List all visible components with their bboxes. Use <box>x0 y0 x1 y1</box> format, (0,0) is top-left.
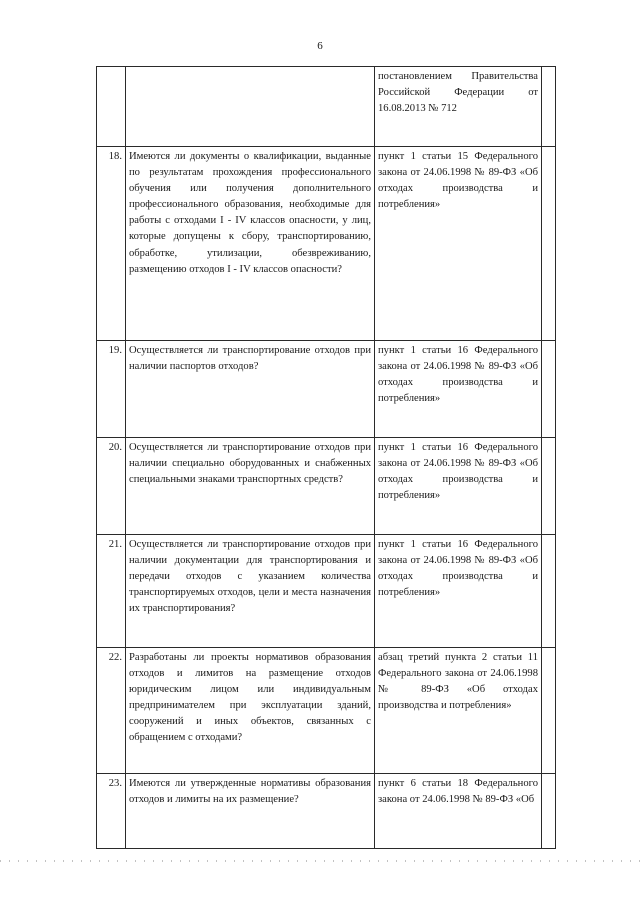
legal-basis-cell: абзац третий пункта 2 статьи 11 Федерального закона от 24.06.1998 № 89-ФЗ «Об отходах производства и потребления» <box>375 648 542 774</box>
legal-basis-cell: пункт 1 статьи 16 Федерального закона от 24.06.1998 № 89-ФЗ «Об отходах производства и потребления» <box>375 438 542 535</box>
legal-basis-cell: пункт 1 статьи 16 Федерального закона от 24.06.1998 № 89-ФЗ «Об отходах производства и потребления» <box>375 341 542 438</box>
answer-cell <box>542 147 556 341</box>
legal-basis-cell: постановлением Правительства Российской Федерации от 16.08.2013 № 712 <box>375 67 542 147</box>
question-cell: Осуществляется ли транспортирование отходов при наличии специально оборудованных и снабженных специальными знаками транспортных средств? <box>126 438 375 535</box>
scan-edge-noise <box>0 860 640 862</box>
question-cell <box>126 67 375 147</box>
table-row <box>97 438 556 535</box>
checklist-table <box>96 66 556 849</box>
answer-cell <box>542 67 556 147</box>
row-number: 20. <box>97 438 126 535</box>
answer-cell <box>542 774 556 849</box>
page-number: 6 <box>317 40 323 52</box>
row-number: 23. <box>97 774 126 849</box>
answer-cell <box>542 648 556 774</box>
question-cell: Имеются ли утвержденные нормативы образования отходов и лимиты на их размещение? <box>126 774 375 849</box>
table-row <box>97 147 556 341</box>
table-row <box>97 535 556 648</box>
legal-basis-cell: пункт 1 статьи 15 Федерального закона от 24.06.1998 № 89-ФЗ «Об отходах производства и потребления» <box>375 147 542 341</box>
row-number: 22. <box>97 648 126 774</box>
row-number: 19. <box>97 341 126 438</box>
answer-cell <box>542 341 556 438</box>
question-cell: Имеются ли документы о квалификации, выданные по результатам прохождения профессионального обучения или получения дополнительного профессионального образования, необходимые для работы с отходами I - IV классов опасности, у лиц, которые допущены к сбору, транспортированию, обработке, утилизации, обезвреживанию, размещению отходов I - IV классов опасности? <box>126 147 375 341</box>
question-cell: Разработаны ли проекты нормативов образования отходов и лимитов на размещение отходов юридическим лицом или индивидуальным предпринимателем при эксплуатации зданий, сооружений и иных объектов, связанных с обращением с отходами? <box>126 648 375 774</box>
row-number: 21. <box>97 535 126 648</box>
row-number: 18. <box>97 147 126 341</box>
answer-cell <box>542 535 556 648</box>
question-cell: Осуществляется ли транспортирование отходов при наличии документации для транспортирования и передачи отходов с указанием количества транспортируемых отходов, цели и места назначения их транспортирования? <box>126 535 375 648</box>
table-row <box>97 648 556 774</box>
table-row <box>97 341 556 438</box>
row-number <box>97 67 126 147</box>
table-row <box>97 774 556 849</box>
legal-basis-cell: пункт 6 статьи 18 Федерального закона от 24.06.1998 № 89-ФЗ «Об <box>375 774 542 849</box>
answer-cell <box>542 438 556 535</box>
legal-basis-cell: пункт 1 статьи 16 Федерального закона от 24.06.1998 № 89-ФЗ «Об отходах производства и потребления» <box>375 535 542 648</box>
question-cell: Осуществляется ли транспортирование отходов при наличии паспортов отходов? <box>126 341 375 438</box>
table-row <box>97 67 556 147</box>
